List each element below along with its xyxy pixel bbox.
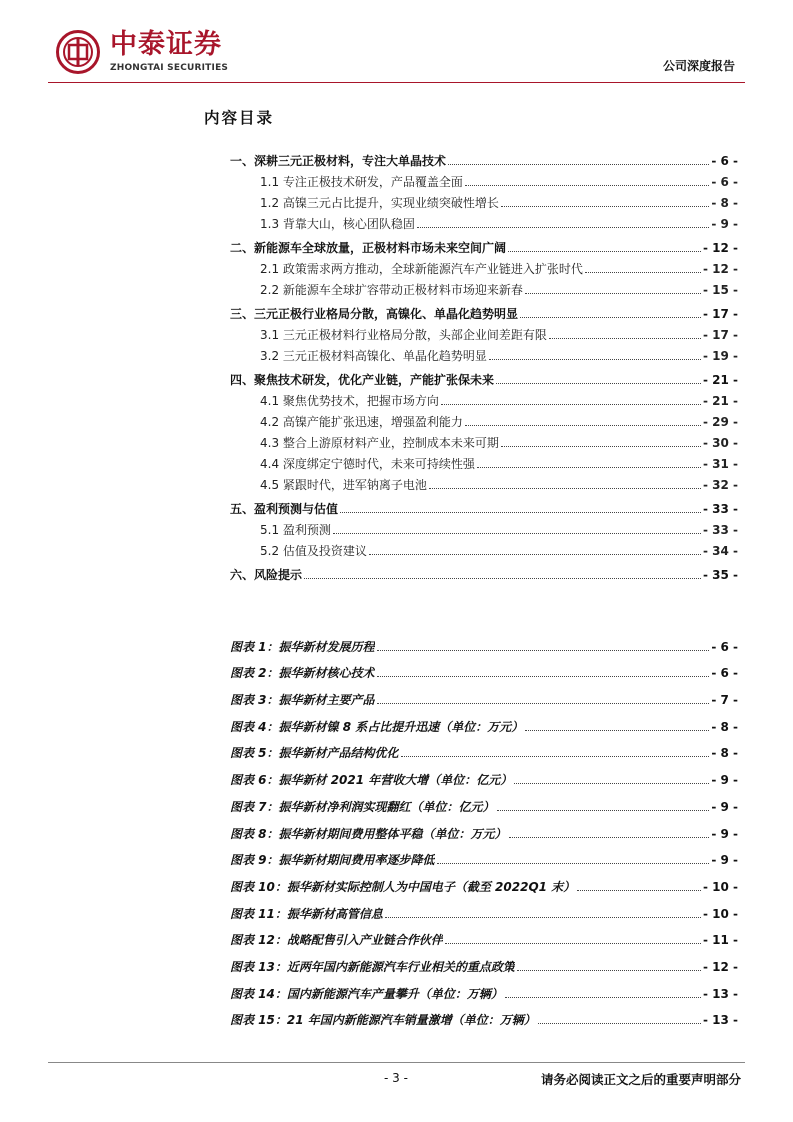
entry-title: 1.1 专注正极技术研发，产品覆盖全面 [260, 175, 463, 189]
entry-title: 图表 6：振华新材 2021 年营收大增（单位：亿元） [230, 773, 513, 788]
table-of-contents [230, 145, 738, 583]
entry-page-number: - 33 - [702, 502, 738, 516]
dot-leader [465, 185, 709, 186]
entry-title: 图表 5：振华新材产品结构优化 [230, 746, 399, 761]
entry-page-number: - 6 - [711, 154, 738, 168]
entry-title: 图表 14：国内新能源汽车产量攀升（单位：万辆） [230, 986, 503, 1001]
dot-leader [538, 1023, 701, 1024]
dot-leader [501, 446, 701, 447]
entry-title: 图表 9：振华新材期间费用率逐步降低 [230, 853, 435, 868]
dot-leader [340, 512, 701, 513]
entry-page-number: - 31 - [702, 457, 738, 471]
dot-leader [509, 837, 710, 838]
entry-page-number: - 6 - [711, 639, 738, 654]
dot-leader [385, 917, 701, 918]
dot-leader [489, 359, 701, 360]
entry-title: 1.2 高镍三元占比提升，实现业绩突破性增长 [260, 196, 499, 210]
entry-title: 图表 12：战略配售引入产业链合作伙伴 [230, 933, 443, 948]
dot-leader [520, 317, 701, 318]
toc-heading: 内容目录 [204, 109, 275, 127]
toc-section-entry[interactable] [230, 322, 738, 343]
entry-title: 4.1 聚焦优势技术，把握市场方向 [260, 394, 439, 408]
toc-section-entry[interactable] [230, 256, 738, 277]
entry-title: 图表 3：振华新材主要产品 [230, 693, 375, 708]
dot-leader [505, 997, 701, 998]
entry-title: 二、新能源车全球放量，正极材料市场未来空间广阔 [230, 241, 507, 255]
entry-page-number: - 10 - [702, 906, 738, 921]
entry-title: 3.2 三元正极材料高镍化、单晶化趋势明显 [260, 349, 487, 363]
entry-title: 图表 4：振华新材镍 8 系占比提升迅速（单位：万元） [230, 719, 524, 734]
dot-leader [377, 703, 710, 704]
toc-section-entry[interactable] [230, 277, 738, 298]
dot-leader [508, 251, 701, 252]
entry-title: 3.1 三元正极材料行业格局分散，头部企业间差距有限 [260, 328, 547, 342]
dot-leader [369, 554, 701, 555]
dot-leader [497, 810, 710, 811]
entry-title: 2.2 新能源车全球扩容带动正极材料市场迎来新春 [260, 283, 523, 297]
brand-name-en: ZHONGTAI SECURITIES [110, 63, 229, 73]
entry-page-number: - 6 - [711, 666, 738, 681]
entry-page-number: - 12 - [702, 262, 738, 276]
entry-title: 四、聚焦技术研发，优化产业链，产能扩张保未来 [230, 373, 495, 387]
toc-section-entry[interactable] [230, 388, 738, 409]
entry-title: 5.1 盈利预测 [260, 523, 331, 537]
entry-page-number: - 33 - [702, 523, 738, 537]
dot-leader [377, 650, 710, 651]
toc-chapter-entry[interactable] [230, 562, 738, 583]
toc-section-entry[interactable] [230, 517, 738, 538]
entry-page-number: - 13 - [702, 986, 738, 1001]
dot-leader [441, 404, 701, 405]
dot-leader [377, 676, 710, 677]
figure-list-entry[interactable] [230, 842, 738, 869]
toc-section-entry[interactable] [230, 343, 738, 364]
entry-page-number: - 34 - [702, 544, 738, 558]
entry-page-number: - 12 - [702, 959, 738, 974]
entry-page-number: - 9 - [711, 853, 738, 868]
dot-leader [501, 206, 709, 207]
entry-title: 图表 8：振华新材期间费用整体平稳（单位：万元） [230, 826, 507, 841]
figure-list-entry[interactable] [230, 895, 738, 922]
page-number: - 3 - [384, 1071, 408, 1085]
dot-leader [549, 338, 701, 339]
figure-list-entry[interactable] [230, 975, 738, 1002]
entry-page-number: - 7 - [711, 693, 738, 708]
entry-title: 六、风险提示 [230, 568, 303, 582]
toc-section-entry[interactable] [230, 211, 738, 232]
entry-page-number: - 17 - [702, 328, 738, 342]
page-header [0, 0, 793, 80]
figure-list-entry[interactable] [230, 788, 738, 815]
toc-chapter-entry[interactable] [230, 367, 738, 388]
figure-list-entry[interactable] [230, 735, 738, 762]
dot-leader [304, 578, 701, 579]
entry-page-number: - 17 - [702, 307, 738, 321]
entry-title: 2.1 政策需求两方推动，全球新能源汽车产业链进入扩张时代 [260, 262, 583, 276]
dot-leader [514, 783, 709, 784]
entry-title: 三、三元正极行业格局分散，高镍化、单晶化趋势明显 [230, 307, 519, 321]
entry-title: 4.5 紧跟时代，进军钠离子电池 [260, 478, 427, 492]
dot-leader [437, 863, 710, 864]
entry-page-number: - 35 - [702, 568, 738, 582]
entry-title: 4.2 高镍产能扩张迅速，增强盈利能力 [260, 415, 463, 429]
dot-leader [517, 970, 701, 971]
dot-leader [401, 756, 710, 757]
figure-list-entry[interactable] [230, 628, 738, 655]
toc-section-entry[interactable] [230, 190, 738, 211]
footer-disclaimer: 请务必阅读正文之后的重要声明部分 [540, 1072, 741, 1087]
toc-section-entry[interactable] [230, 472, 738, 493]
footer-divider [48, 1062, 745, 1063]
figure-list-entry[interactable] [230, 922, 738, 949]
toc-section-entry[interactable] [230, 169, 738, 190]
dot-leader [448, 164, 709, 165]
figure-list-entry[interactable] [230, 761, 738, 788]
figure-list-entry[interactable] [230, 948, 738, 975]
entry-page-number: - 12 - [702, 241, 738, 255]
entry-title: 图表 10：振华新材实际控制人为中国电子（截至 2022Q1 末） [230, 879, 576, 894]
entry-page-number: - 21 - [702, 394, 738, 408]
entry-page-number: - 21 - [702, 373, 738, 387]
entry-page-number: - 11 - [702, 933, 738, 948]
entry-page-number: - 8 - [711, 746, 738, 761]
figure-list-entry[interactable] [230, 1002, 738, 1029]
dot-leader [585, 272, 701, 273]
entry-page-number: - 15 - [702, 283, 738, 297]
toc-chapter-entry[interactable] [230, 496, 738, 517]
entry-title: 图表 13：近两年国内新能源汽车行业相关的重点政策 [230, 959, 515, 974]
entry-page-number: - 9 - [711, 799, 738, 814]
entry-page-number: - 30 - [702, 436, 738, 450]
toc-section-entry[interactable] [230, 430, 738, 451]
entry-title: 图表 2：振华新材核心技术 [230, 666, 375, 681]
dot-leader [525, 293, 701, 294]
zhongtai-logo-icon [56, 30, 100, 74]
dot-leader [525, 730, 709, 731]
brand-name-cn: 中泰证券 [110, 29, 222, 60]
entry-page-number: - 10 - [702, 879, 738, 894]
entry-title: 图表 1：振华新材发展历程 [230, 639, 375, 654]
figure-list-entry[interactable] [230, 815, 738, 842]
dot-leader [429, 488, 701, 489]
entry-title: 图表 11：振华新材高管信息 [230, 906, 383, 921]
entry-page-number: - 29 - [702, 415, 738, 429]
dot-leader [496, 383, 701, 384]
toc-section-entry[interactable] [230, 538, 738, 559]
entry-title: 1.3 背靠大山，核心团队稳固 [260, 217, 415, 231]
entry-page-number: - 32 - [702, 478, 738, 492]
entry-title: 五、盈利预测与估值 [230, 502, 339, 516]
entry-page-number: - 9 - [711, 826, 738, 841]
dot-leader [333, 533, 701, 534]
toc-chapter-entry[interactable] [230, 235, 738, 256]
toc-section-entry[interactable] [230, 451, 738, 472]
entry-page-number: - 8 - [711, 196, 738, 210]
entry-title: 4.3 整合上游原材料产业，控制成本未来可期 [260, 436, 499, 450]
dot-leader [465, 425, 701, 426]
header-divider [48, 82, 745, 83]
report-type-label: 公司深度报告 [662, 59, 735, 73]
toc-section-entry[interactable] [230, 409, 738, 430]
entry-title: 图表 15：21 年国内新能源汽车销量激增（单位：万辆） [230, 1013, 536, 1028]
figure-list [230, 628, 738, 1028]
entry-page-number: - 9 - [711, 773, 738, 788]
entry-page-number: - 9 - [711, 217, 738, 231]
entry-title: 5.2 估值及投资建议 [260, 544, 367, 558]
entry-page-number: - 6 - [711, 175, 738, 189]
toc-chapter-entry[interactable] [230, 301, 738, 322]
dot-leader [477, 467, 701, 468]
entry-title: 图表 7：振华新材净利润实现翻红（单位：亿元） [230, 799, 495, 814]
toc-chapter-entry[interactable] [230, 148, 738, 169]
figure-list-entry[interactable] [230, 868, 738, 895]
dot-leader [445, 943, 701, 944]
figure-list-entry[interactable] [230, 655, 738, 682]
dot-leader [577, 890, 701, 891]
entry-page-number: - 19 - [702, 349, 738, 363]
entry-title: 一、深耕三元正极材料，专注大单晶技术 [230, 154, 447, 168]
entry-page-number: - 8 - [711, 719, 738, 734]
dot-leader [417, 227, 709, 228]
figure-list-entry[interactable] [230, 681, 738, 708]
entry-page-number: - 13 - [702, 1013, 738, 1028]
figure-list-entry[interactable] [230, 708, 738, 735]
entry-title: 4.4 深度绑定宁德时代，未来可持续性强 [260, 457, 475, 471]
